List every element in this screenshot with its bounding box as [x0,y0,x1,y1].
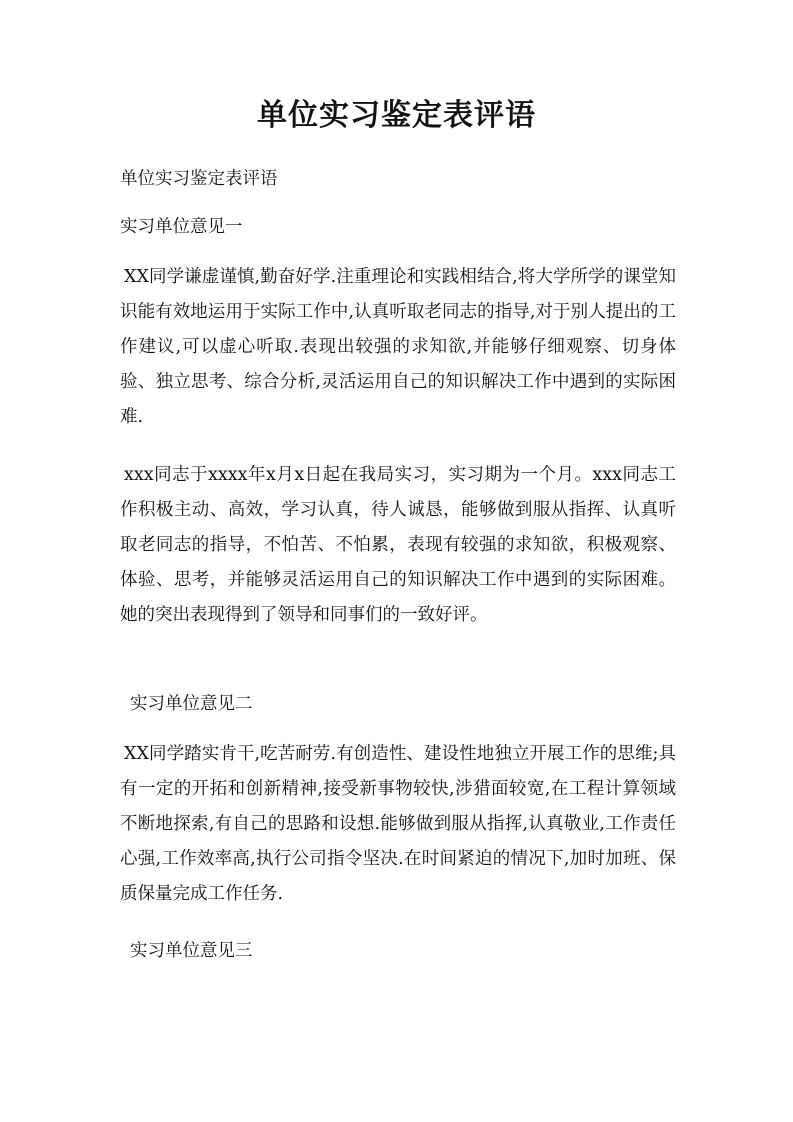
section-heading-opinion-one: 实习单位意见一 [120,217,243,237]
body-paragraph: xxx同志于xxxx年x月x日起在我局实习，实习期为一个月。xxx同志工作积极主动、高效，学习认真，待人诚恳，能够做到服从指挥、认真听取老同志的指导，不怕苦、不怕累，表现有较强的求知欲，积极观察、体验、思考，并能够灵活运用自己的知识解决工作中遇到的实际困难。她的突出表现得到了领导和同事们的一致好评。 [120,465,676,625]
subtitle-paragraph: 单位实习鉴定表评语 [120,169,278,189]
body-paragraph: XX同学踏实肯干,吃苦耐劳.有创造性、建设性地独立开展工作的思维;具有一定的开拓和创新精神,接受新事物较快,涉猎面较宽,在工程计算领域不断地探索,有自己的思路和设想.能够做到服从指挥,认真敬业,工作责任心强,工作效率高,执行公司指令坚决.在时间紧迫的情况下,加时加班、保质保量完成工作任务. [120,744,676,904]
section-heading-opinion-two: 实习单位意见二 [130,694,253,714]
document-title: 单位实习鉴定表评语 [257,98,536,133]
section-heading-opinion-three: 实习单位意见三 [130,941,253,961]
body-paragraph: XX同学谦虚谨慎,勤奋好学.注重理论和实践相结合,将大学所学的课堂知识能有效地运用于实际工作中,认真听取老同志的指导,对于别人提出的工作建议,可以虚心听取.表现出较强的求知欲,并能够仔细观察、切身体验、独立思考、综合分析,灵活运用自己的知识解决工作中遇到的实际困难. [120,267,676,427]
